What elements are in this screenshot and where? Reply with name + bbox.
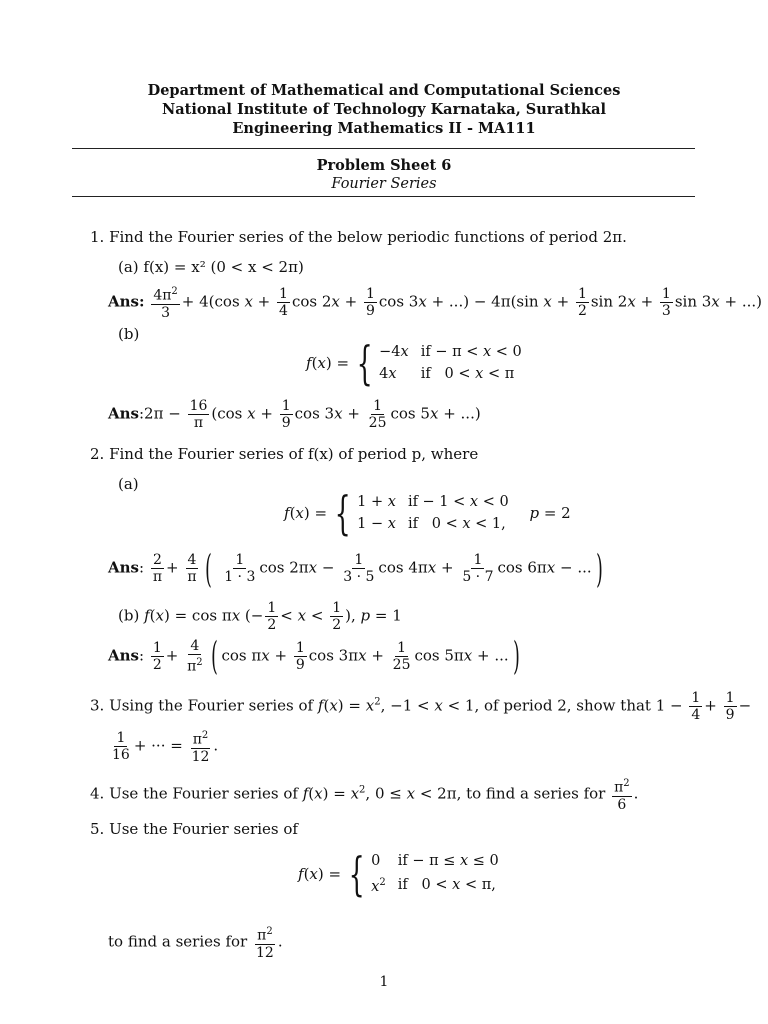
sheet-title: Problem Sheet 6 — [316, 157, 452, 174]
course-line: Engineering Mathematics II - MA111 — [232, 120, 536, 137]
problem-2b: (b) f(x) = cos πx (− $\frac{1}{2}$ < x < $\frac{1}{2}$ ), p = 1 — [118, 600, 402, 633]
piecewise-2a: f(x) = { 1 + x if − 1 < x < 0 1 − x if 0 < x < 1, p = 2 — [284, 486, 571, 540]
answer-2a: Ans: $\frac{2}{\pi}$ + $\frac{4}{\pi}$ ( $\frac{1}{1 \cdot 3}$ cos 2πx − $\frac{1}{3 \cdot 5}$ cos 4πx + $\frac{1}{5 \cdot 7}$ cos 6πx − ... ) — [108, 546, 603, 591]
piecewise-1b: f(x) = { −4x if − π < x < 0 4x if 0 < x < π — [306, 336, 522, 390]
answer-1b: Ans:2π − $\frac{16}{\pi}$ (cos x + $\frac{1}{9}$ cos 3x + $\frac{1}{25}$ cos 5x + ...) — [108, 398, 481, 431]
bottom-rule — [72, 196, 695, 197]
page-number: 1 — [379, 974, 389, 990]
answer-1a: Ans: $\frac{4\pi^2}{3}$ + 4(cos x + $\frac{1}{4}$ cos 2x + $\frac{1}{9}$ cos 3x + ...) − 4π(sin x + $\frac{1}{2}$ sin 2x + $\frac{1}{3}$ sin 3x + ...) — [108, 285, 763, 321]
piecewise-5: f(x) = { 0 if − π ≤ x ≤ 0 $x^2$ if 0 < x < π, — [298, 846, 499, 901]
problem-1b: (b) — [118, 325, 140, 343]
problem-1: 1. Find the Fourier series of the below periodic functions of period 2π. — [90, 228, 627, 246]
institute-line: National Institute of Technology Karnataka, Surathkal — [161, 101, 607, 118]
problem-4: 4. Use the Fourier series of $f(x) = x^2$, 0 ≤ x < 2π, to find a series for $\frac{\pi^2}{6}$ . — [90, 778, 639, 813]
problem-3-line1: 3. Using the Fourier series of $f(x) = x^2$, −1 < x < 1, of period 2, show that 1 − $\frac{1}{4}$ + $\frac{1}{9}$ − — [90, 690, 752, 723]
problem-5-end: to find a series for $\frac{\pi^2}{12}$ . — [108, 926, 283, 961]
problem-3-line2: $\frac{1}{16}$ + ··· = $\frac{\pi^2}{12}$ . — [112, 729, 219, 765]
problem-5: 5. Use the Fourier series of — [90, 820, 298, 838]
problem-1a: (a) f(x) = x² (0 < x < 2π) — [118, 258, 304, 276]
problem-2: 2. Find the Fourier series of f(x) of period p, where — [90, 445, 479, 463]
sheet-subtitle: Fourier Series — [331, 176, 437, 192]
problem-2a: (a) — [118, 475, 139, 493]
answer-2b: Ans: $\frac{1}{2}$ + $\frac{4}{\pi^2}$ ( cos πx + $\frac{1}{9}$ cos 3πx + $\frac{1}{25}$ cos 5πx + ... ) — [108, 634, 520, 679]
department-line: Department of Mathematical and Computational Sciences — [147, 82, 621, 99]
top-rule — [72, 148, 695, 149]
